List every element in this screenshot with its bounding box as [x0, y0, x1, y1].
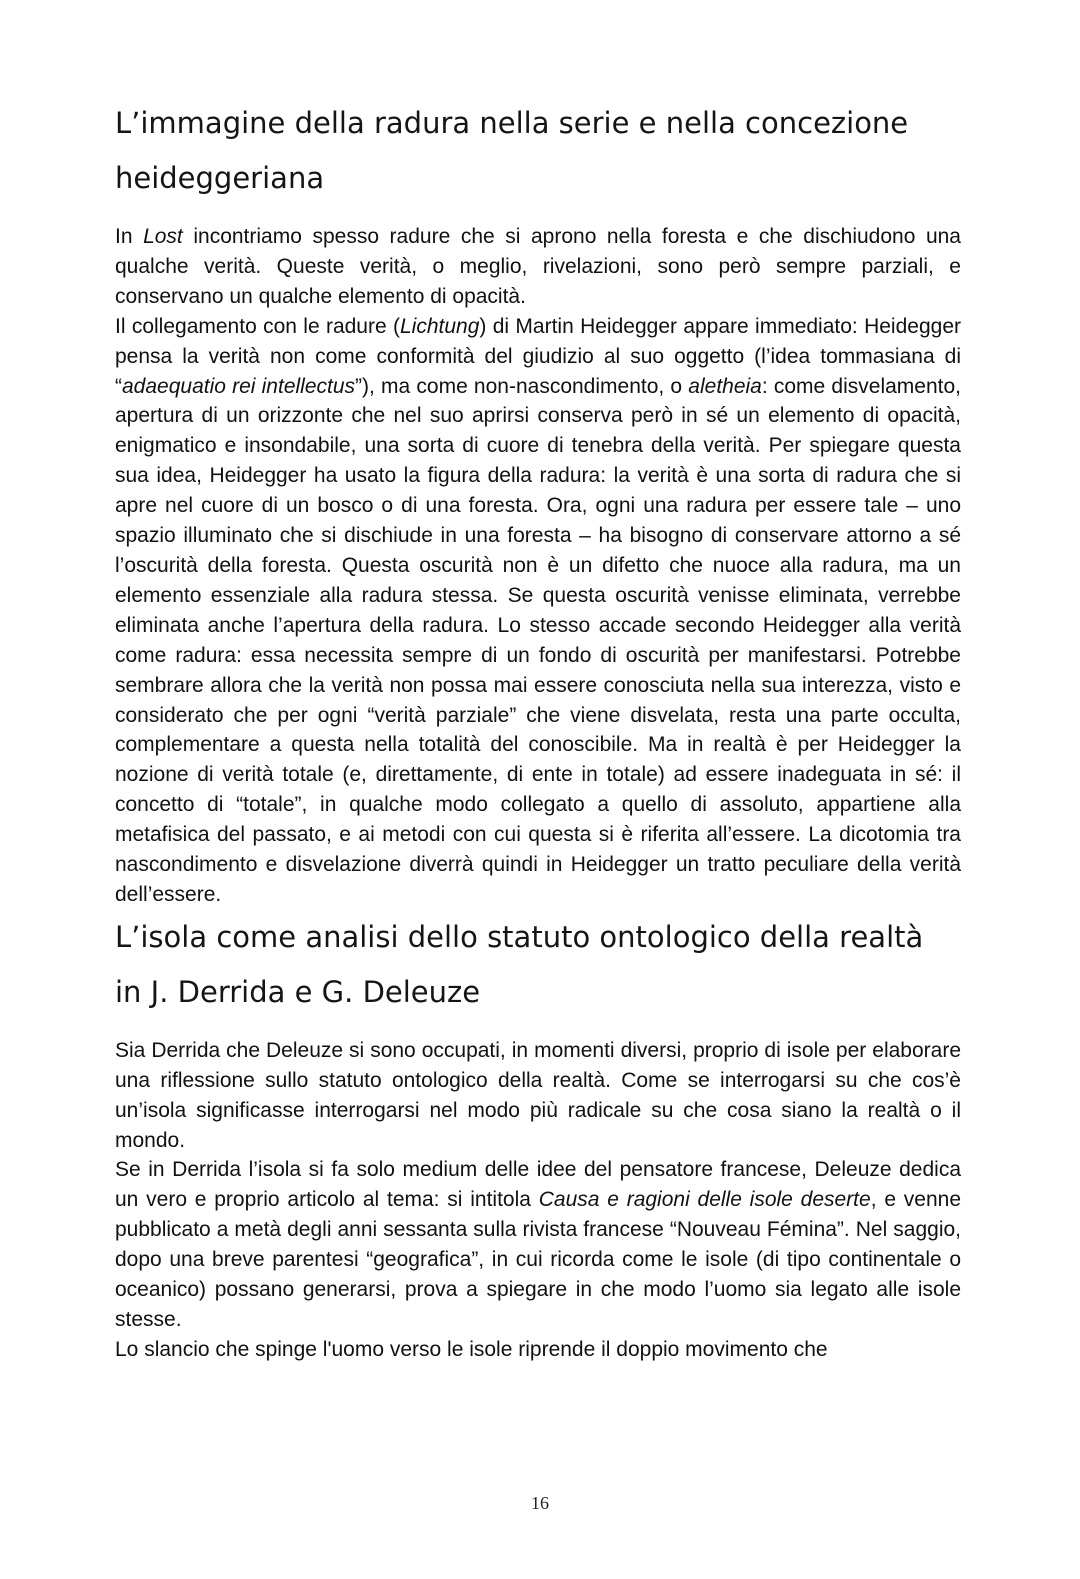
section-title-line: heideggeriana: [115, 161, 325, 195]
paragraph: [115, 312, 961, 910]
text-run: : come disvelamento, apertura di un orizzonte che nel suo aprirsi conserva però in sé un elemento di opacità, enigmatico e insondabile, una sorta di cuore di tenebra della verità. Per spiegare questa sua idea, Heidegger ha usato la figura della radura: la verità è una sorta di radura che si apre nel cuore di un bosco o di una foresta. Ora, ogni una radura per essere tale – uno spazio illuminato che si dischiude in una foresta – ha bisogno di conservare attorno a sé l’oscurità della foresta. Questa oscurità non è un difetto che nuoce alla radura, ma un elemento essenziale alla radura stessa. Se questa oscurità venisse eliminata, verrebbe eliminata anche l’apertura della radura. Lo stesso accade secondo Heidegger alla verità come radura: essa necessita sempre di un fondo di oscurità per manifestarsi. Potrebbe sembrare allora che la verità non possa mai essere conosciuta nella sua interezza, visto e considerato che per ogni “verità parziale” che viene disvelata, resta una parte occulta, complementare a questa nella totalità del conoscibile. Ma in realtà è per Heidegger la nozione di verità totale (e, direttamente, di ente in totale) ad essere inadeguata in sé: il concetto di “totale”, in qualche modo collegato a quello di assoluto, appartiene alla metafisica del passato, e ai metodi con cui questa si è riferita all’essere. La dicotomia tra nascondimento e disvelazione diverrà quindi in Heidegger un tratto peculiare della verità dell’essere.: [115, 374, 961, 906]
text-run: ) di Martin Heidegger appare immediato: Heidegger pensa la verità non come conformità del giudizio al suo oggetto (l’idea tommasiana di “: [115, 314, 961, 398]
italic-article-title: Causa e ragioni delle isole deserte: [538, 1188, 871, 1212]
paragraph: Lo slancio che spinge l'uomo verso le isole riprende il doppio movimento che: [115, 1337, 828, 1361]
text-run: In: [115, 225, 144, 248]
text-run: incontriamo spesso radure che si aprono nella foresta e che dischiudono una qualche verità. Queste verità, o meglio, rivelazioni, sono però sempre parziali, e conservano un qualche elemento di opacità.: [115, 225, 961, 308]
section-title-line: in J. Derrida e G. Deleuze: [115, 974, 481, 1009]
section-title-line: L’immagine della radura nella serie e nella concezione: [115, 106, 909, 140]
paragraph: [115, 1155, 961, 1334]
section-title-line: L’isola come analisi dello statuto ontologico della realtà: [115, 919, 924, 954]
italic-term-aletheia: aletheia: [688, 374, 762, 398]
document-page: [115, 96, 961, 1365]
text-run: ”), ma come non-nascondimento, o: [355, 374, 689, 398]
section-title-radura: [115, 96, 961, 206]
paragraph: [115, 222, 961, 312]
section-title-isola: [115, 910, 961, 1020]
text-run: Se in Derrida l’isola si fa solo medium delle idee del pensatore francese, Deleuze dedica un vero e proprio articolo al tema: si intitola: [115, 1158, 961, 1212]
italic-term-adaequatio: adaequatio rei intellectus: [122, 374, 356, 398]
italic-title-lost: Lost: [143, 225, 183, 248]
italic-term-lichtung: Lichtung: [400, 314, 480, 338]
section-body: [115, 222, 961, 910]
text-run: , e venne pubblicato a metà degli anni sessanta sulla rivista francese “Nouveau Fémina”. Nel saggio, dopo una breve parentesi “geografica”, in cui ricorda come le isole (di tipo continentale o oceanico) possano generarsi, prova a spiegare in che modo l’uomo sia legato alle isole stesse.: [115, 1188, 962, 1331]
page-number: 16: [531, 1493, 549, 1513]
text-run: Il collegamento con le radure (: [115, 314, 400, 338]
section-radura: [115, 96, 961, 910]
paragraph: Sia Derrida che Deleuze si sono occupati, in momenti diversi, proprio di isole per elaborare una riflessione sullo statuto ontologico della realtà. Come se interrogarsi su che cos’è un’isola significasse interrogarsi nel modo più radicale su che cosa siano la realtà o il mondo.: [115, 1038, 961, 1152]
section-body: [115, 1036, 961, 1365]
section-isola: [115, 910, 961, 1365]
